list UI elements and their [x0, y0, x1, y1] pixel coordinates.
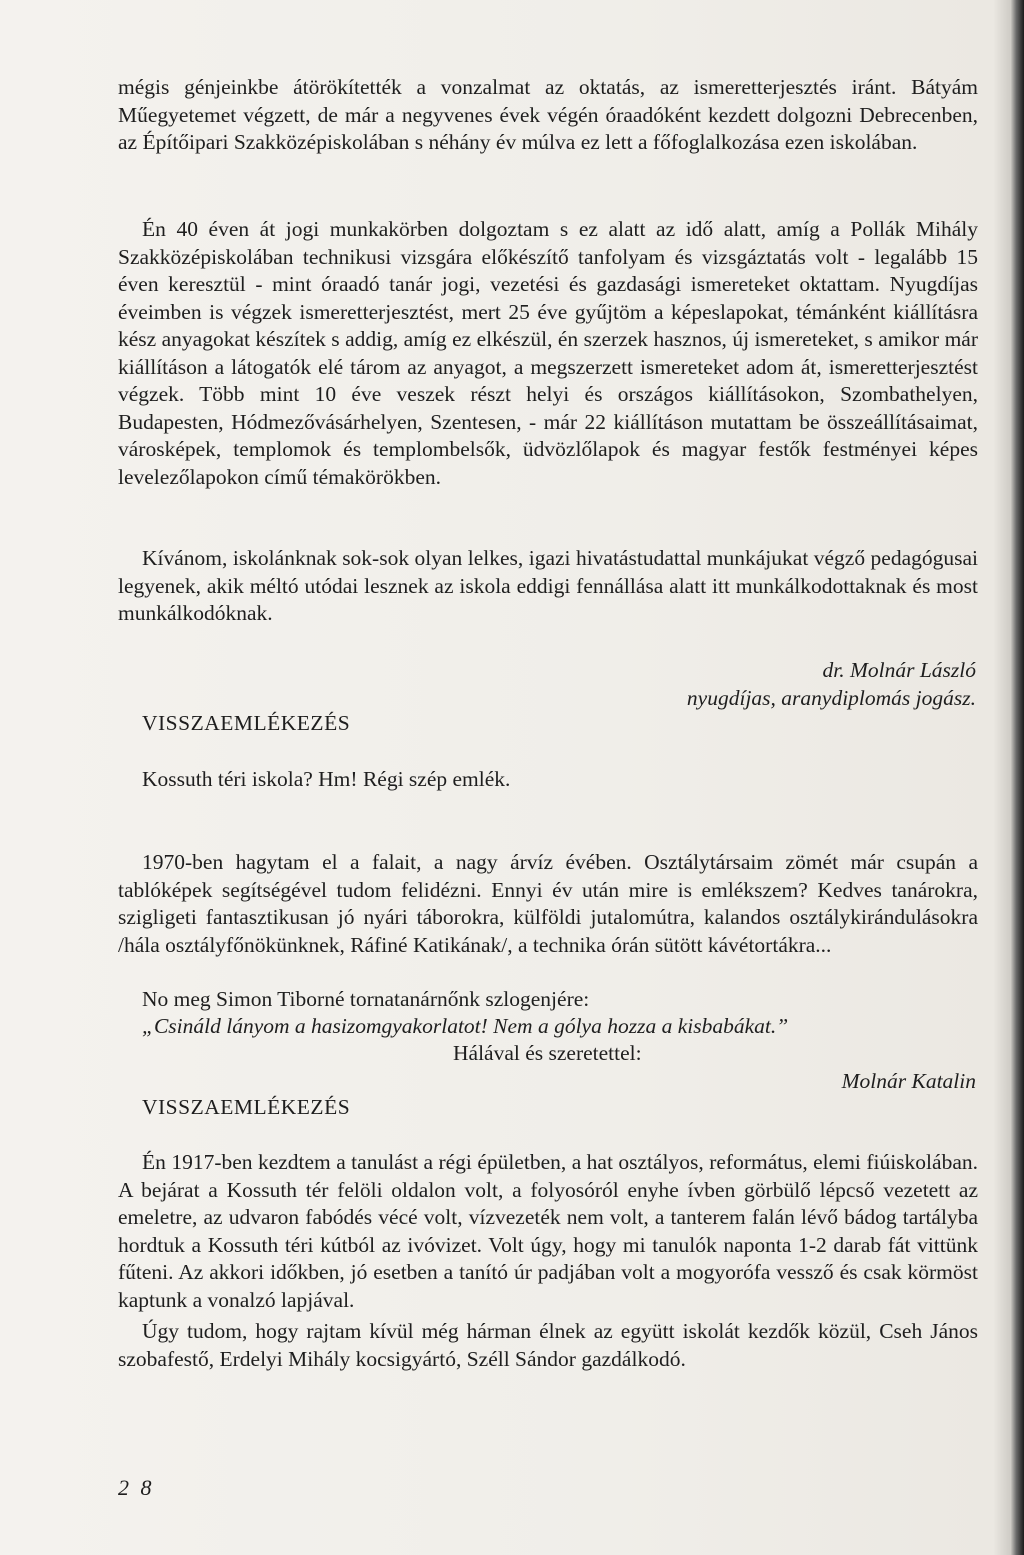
- signature-1-name: dr. Molnár László: [822, 658, 976, 682]
- section-2-line: No meg Simon Tiborné tornatanárnőnk szlogenjére:: [142, 987, 590, 1011]
- section-3-paragraph-2: Úgy tudom, hogy rajtam kívül még hárman élnek az együtt iskolát kezdők közül, Cseh János szobafestő, Erdelyi Mihály kocsigyártó, Széll Sándor gazdálkodó.: [118, 1319, 978, 1371]
- paragraph-3: Kívánom, iskolánknak sok-sok olyan lelkes, igazi hivatástudattal munkájukat végző pedagógusai legyenek, akik méltó utódai lesznek az iskola eddigi fennállása alatt itt munkálkodottaknak és most munkálkodóknak.: [118, 546, 978, 625]
- page-edge-shadow: [1010, 0, 1024, 1555]
- section-heading-2: VISSZAEMLÉKEZÉS: [142, 1095, 351, 1119]
- section-2-quote: „Csináld lányom a hasizomgyakorlatot! Nem a gólya hozza a kisbabákat.”: [142, 1014, 789, 1038]
- signature-1-title: nyugdíjas, aranydiplomás jogász.: [686, 686, 976, 710]
- signature-2-name: Molnár Katalin: [841, 1069, 976, 1093]
- section-3-paragraph-1: Én 1917-ben kezdtem a tanulást a régi épületben, a hat osztályos, református, elemi fiúiskolában. A bejárat a Kossuth tér felöli oldalon volt, a folyosóról enyhe ívben görbülő lépcső vezetett az emeletre, az udvaron fabódés vécé volt, vízvezeték nem volt, a tanterem falán lévő bádog tartályba hordtuk a Kossuth téri kútból az ivóvizet. Volt úgy, hogy mi tanulók naponta 1-2 darab fát vittünk fűteni. Az akkori időkben, jó esetben a tanító úr padjában volt a mogyorófa vessző és csak körmöst kaptunk a vonalzó lapjával.: [118, 1150, 978, 1312]
- section-2-opening-line: Kossuth téri iskola? Hm! Régi szép emlék.: [142, 767, 511, 791]
- page-number: 2 8: [118, 1475, 155, 1500]
- section-2-paragraph: 1970-ben hagytam el a falait, a nagy árvíz évében. Osztálytársaim zömét már csupán a tablóképek segítségével tudom felidézni. Ennyi év után mire is emlékszem? Kedves tanárokra, szigligeti fantasztikusan jó nyári táborokra, külföldi jutalomútra, kalandos osztálykirándulásokra /hála osztályfőnökünknek, Ráfiné Katikának/, a technika órán sütött kávétortákra...: [118, 850, 978, 957]
- paragraph-1: mégis génjeinkbe átörökítették a vonzalmat az oktatás, az ismeretterjesztés iránt. Bátyám Műegyetemet végzett, de már a negyvenes évek végén óraadóként kezdett dolgozni Debrecenben, az Építőipari Szakközépiskolában s néhány év múlva ez lett a főfoglalkozása ezen iskolában.: [118, 75, 978, 154]
- section-heading-1: VISSZAEMLÉKEZÉS: [142, 711, 351, 735]
- paragraph-2: Én 40 éven át jogi munkakörben dolgoztam s ez alatt az idő alatt, amíg a Pollák Mihály Szakközépiskolában technikusi vizsgára előkészítő tanfolyam és vizsgáztatás volt - legalább 15 éven keresztül - mint óraadó tanár jogi, vezetési és gazdasági ismereteket oktattam. Nyugdíjas éveimben is végzek ismeretterjesztést, mert 25 éve gyűjtöm a képeslapokat, témánként kiállításra kész anyagokat készítek s addig, amíg ez elkészül, én szerzek hasznos, új ismereteket, s amikor már kiállításon a látogatók elé tárom az anyagot, a megszerzett ismereteket adom át, ismeretterjesztést végzek. Több mint 10 éve veszek részt helyi és országos kiállításokon, Szombathelyen, Budapesten, Hódmezővásárhelyen, Szentesen, - már 22 kiállításon mutattam be összeállításaimat, városképek, templomok és templombelsők, üdvözlőlapok és magyar festők festményei képes levelezőlapokon című témakörökben.: [118, 217, 978, 489]
- section-2-closing: Hálával és szeretettel:: [453, 1041, 642, 1065]
